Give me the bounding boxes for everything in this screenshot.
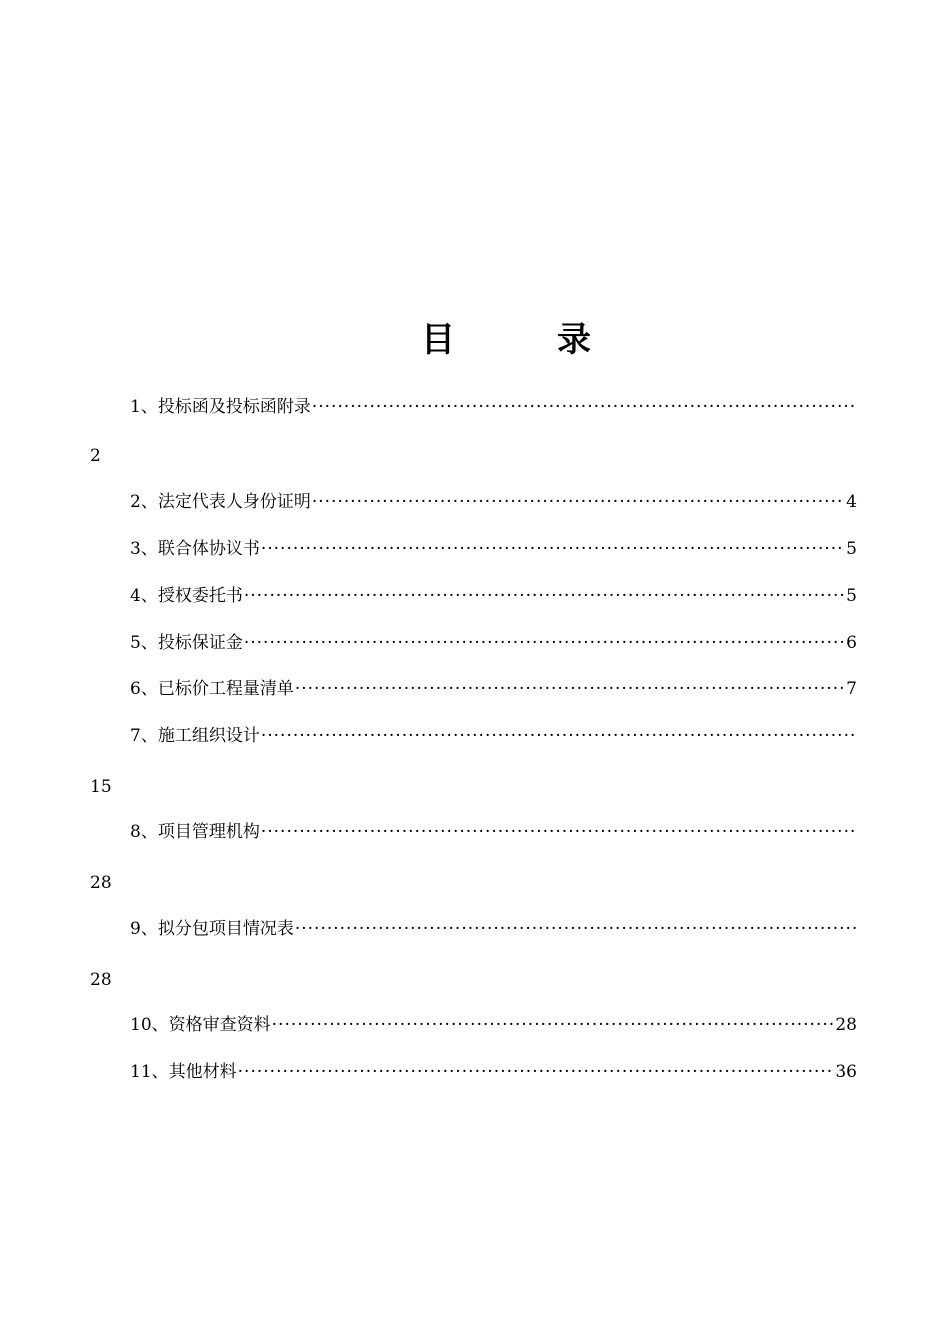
toc-entry-text: 联合体协议书 — [157, 539, 260, 559]
dot-leader — [295, 677, 845, 701]
dot-leader — [238, 1060, 835, 1084]
toc-entry-number: 10 — [130, 1015, 152, 1035]
toc-entry-5[interactable] — [130, 631, 857, 655]
toc-entry-10[interactable] — [130, 1013, 857, 1037]
toc-entry-page-number: 2 — [90, 446, 101, 466]
toc-entry-text: 法定代表人身份证明 — [157, 492, 311, 512]
toc-entry-page-number: 5 — [846, 586, 857, 606]
toc-entry-number: 4 — [130, 586, 141, 606]
toc-entry-4[interactable] — [130, 584, 857, 608]
toc-entry-separator: 、 — [151, 1062, 169, 1082]
toc-entry-page-number: 4 — [846, 492, 857, 512]
toc-entry-separator: 、 — [140, 919, 158, 939]
toc-entry-number: 1 — [130, 397, 141, 417]
toc-entry-7[interactable] — [130, 724, 858, 748]
toc-entry-text: 资格审查资料 — [168, 1015, 271, 1035]
toc-entry-separator: 、 — [140, 679, 158, 699]
dot-leader — [312, 490, 845, 514]
toc-entry-text: 已标价工程量清单 — [157, 679, 294, 699]
toc-entry-separator: 、 — [140, 633, 158, 653]
toc-title: 目 录 — [421, 320, 591, 360]
toc-entry-page-number: 15 — [90, 777, 112, 797]
toc-entry-text: 授权委托书 — [157, 586, 243, 606]
dot-leader — [244, 584, 845, 608]
dot-leader — [312, 395, 857, 419]
toc-entry-separator: 、 — [140, 726, 158, 746]
toc-entry-8[interactable] — [130, 820, 858, 844]
toc-entry-number: 5 — [130, 633, 141, 653]
toc-entry-number: 8 — [130, 822, 141, 842]
toc-entry-separator: 、 — [151, 1015, 169, 1035]
toc-entry-page-number: 28 — [90, 970, 112, 990]
toc-entry-number: 7 — [130, 726, 141, 746]
toc-entry-number: 9 — [130, 919, 141, 939]
toc-entry-page-number: 36 — [835, 1062, 857, 1082]
toc-entry-page-number: 28 — [835, 1015, 857, 1035]
toc-entry-number: 6 — [130, 679, 141, 699]
dot-leader — [261, 537, 845, 561]
toc-entry-text: 拟分包项目情况表 — [157, 919, 294, 939]
toc-entry-text: 项目管理机构 — [157, 822, 260, 842]
toc-entry-11[interactable] — [130, 1060, 857, 1084]
toc-entry-separator: 、 — [140, 539, 158, 559]
toc-entry-6[interactable] — [130, 677, 857, 701]
toc-entry-number: 11 — [130, 1062, 152, 1082]
toc-entry-text: 投标函及投标函附录 — [157, 397, 311, 417]
toc-entry-2[interactable] — [130, 490, 857, 514]
toc-entry-number: 3 — [130, 539, 141, 559]
dot-leader — [244, 631, 845, 655]
dot-leader — [261, 820, 857, 844]
toc-entry-separator: 、 — [140, 397, 158, 417]
toc-entry-separator: 、 — [140, 492, 158, 512]
toc-entry-9[interactable] — [130, 917, 858, 941]
toc-entry-1[interactable] — [130, 395, 858, 419]
toc-entry-separator: 、 — [140, 822, 158, 842]
toc-entry-text: 其他材料 — [168, 1062, 237, 1082]
toc-entry-number: 2 — [130, 492, 141, 512]
dot-leader — [272, 1013, 835, 1037]
toc-entry-separator: 、 — [140, 586, 158, 606]
toc-entry-3[interactable] — [130, 537, 857, 561]
toc-entry-text: 施工组织设计 — [157, 726, 260, 746]
toc-entry-page-number: 7 — [846, 679, 857, 699]
toc-entry-text: 投标保证金 — [157, 633, 243, 653]
dot-leader — [261, 724, 857, 748]
toc-entry-page-number: 5 — [846, 539, 857, 559]
toc-entry-page-number: 28 — [90, 873, 112, 893]
toc-entry-page-number: 6 — [846, 633, 857, 653]
dot-leader — [295, 917, 857, 941]
